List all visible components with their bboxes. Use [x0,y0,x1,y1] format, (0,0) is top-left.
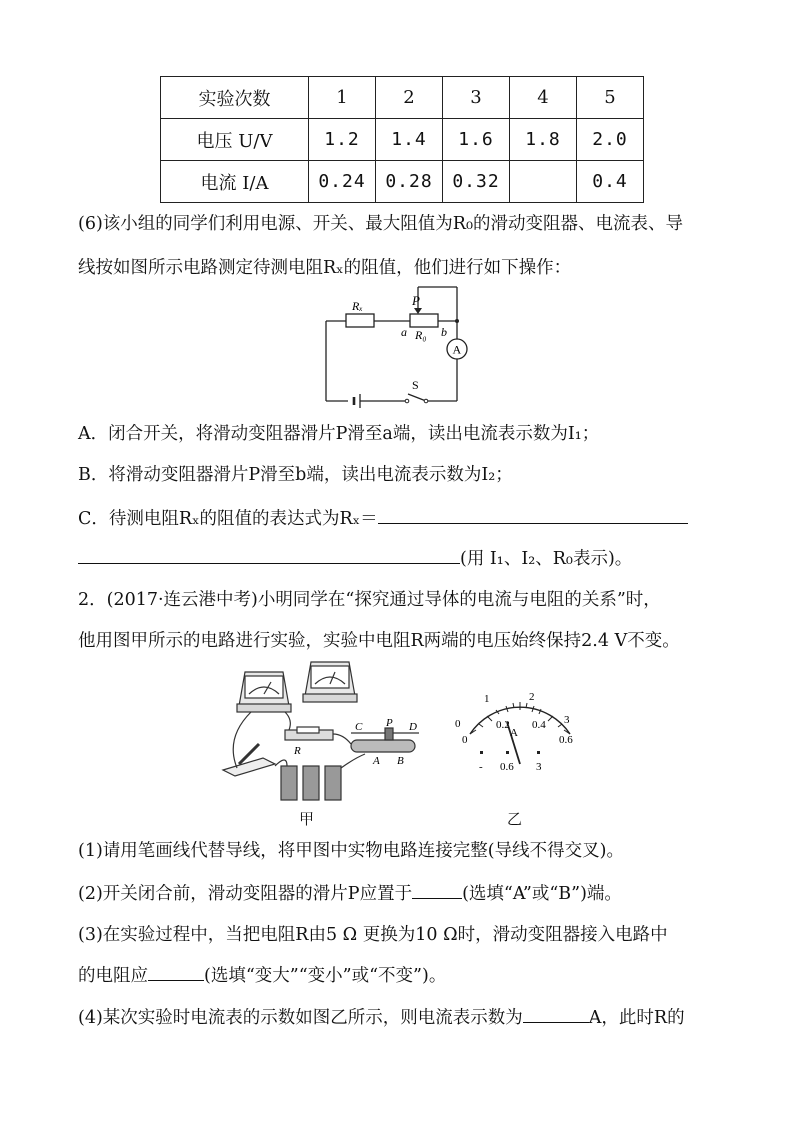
q2-line-2: 他用图甲所示的电路进行实验，实验中电阻R两端的电压始终保持2.4 V不变。 [78,631,680,651]
table-cell: 0.4 [577,161,644,203]
step-c-text: C．待测电阻Rₓ的阻值的表达式为Rₓ＝ [78,509,378,529]
step-c-line-2 [78,545,632,572]
question-1: (1)请用笔画线代替导线，将甲图中实物电路连接完整(导线不得交叉)。 [78,841,624,861]
table-cell: 0.28 [376,161,443,203]
terminal-label: 0.6 [500,761,514,773]
table-cell: 5 [577,77,644,119]
table-cell: 1 [309,77,376,119]
figure-jia [215,658,440,828]
table-cell: 电流 I/A [161,161,309,203]
question-4-tail: A，此时R的 [588,1008,685,1028]
figure-jia-caption: 甲 [299,810,315,828]
terminal-label: - [479,761,483,773]
a-label: a [401,325,407,339]
scale-bottom: 0.6 [559,734,573,746]
terminal-icon [480,751,483,754]
circuit-diagram [318,283,478,413]
rx-label: Rₓ [352,299,363,313]
scale-top: 2 [529,691,535,703]
figure-yi [440,680,600,780]
jia-r-label: R [294,745,301,757]
answer-blank[interactable] [378,505,688,524]
table-cell: 1.6 [443,119,510,161]
question-3-line-1: (3)在实验过程中，当把电阻R由5 Ω 更换为10 Ω时，滑动变阻器接入电路中 [78,925,668,945]
table-cell: 1.2 [309,119,376,161]
question-4-text: (4)某次实验时电流表的示数如图乙所示，则电流表示数为 [78,1008,523,1028]
ammeter-label: A [452,342,462,357]
scale-bottom: 0.4 [532,719,546,731]
b-label: b [441,325,447,339]
table-cell: 3 [443,77,510,119]
answer-blank[interactable] [523,1004,589,1023]
table-row [161,119,644,161]
table-cell: 0.24 [309,161,376,203]
answer-blank[interactable] [412,880,462,899]
table-row [161,77,644,119]
rheostat-device [351,740,415,752]
unit-label: A [510,727,518,739]
battery-device [281,766,297,800]
table-cell: 4 [510,77,577,119]
table-cell: 2 [376,77,443,119]
question-3-tail: (选填“变大”“变小”或“不变”)。 [204,966,447,986]
answer-blank[interactable] [148,962,204,981]
scale-bottom: 0 [462,734,468,746]
step-b: B．将滑动变阻器滑片P滑至b端，读出电流表示数为I₂； [78,465,513,485]
q6-line-2: 线按如图所示电路测定待测电阻Rₓ的阻值，他们进行如下操作： [78,258,572,278]
q6-line-1: (6)该小组的同学们利用电源、开关、最大阻值为R₀的滑动变阻器、电流表、导 [78,214,683,234]
table-cell: 电压 U/V [161,119,309,161]
answer-blank[interactable] [78,545,460,564]
dial-arc [470,707,570,734]
table-cell [510,161,577,203]
scale-bottom: 0.2 [496,719,510,731]
q2-line-1: 2．(2017·连云港中考)小明同学在“探究通过导体的电流与电阻的关系”时， [78,590,661,610]
table-cell: 1.8 [510,119,577,161]
switch-label: S [412,378,419,392]
question-2-tail: (选填“A”或“B”)端。 [462,884,622,904]
switch-device [223,758,275,776]
p-label: P [412,293,420,308]
question-4 [78,1004,685,1031]
terminal-icon [537,751,540,754]
jia-c-label: C [355,721,363,733]
table-row [161,161,644,203]
jia-a-label: A [373,755,380,767]
figure-yi-caption: 乙 [507,810,523,828]
terminal-label: 3 [536,761,542,773]
question-2 [78,880,622,907]
rheostat-r0 [410,314,438,327]
scale-top: 3 [564,714,570,726]
jia-b-label: B [397,755,404,767]
step-c [78,505,688,532]
question-2-text: (2)开关闭合前，滑动变阻器的滑片P应置于 [78,884,413,904]
scale-top: 0 [455,718,461,730]
switch-icon [408,394,426,401]
table-cell: 2.0 [577,119,644,161]
question-3-line-2 [78,962,446,989]
step-c-tail: (用 I₁、I₂、R₀表示)。 [460,549,633,569]
data-table [160,76,644,203]
rx-resistor [346,314,374,327]
jia-d-label: D [409,721,417,733]
step-a: A．闭合开关，将滑动变阻器滑片P滑至a端，读出电流表示数为I₁； [78,424,600,444]
table-cell: 1.4 [376,119,443,161]
jia-p-label: P [386,717,393,729]
scale-top: 1 [484,693,490,705]
table-cell: 实验次数 [161,77,309,119]
terminal-icon [506,751,509,754]
table-cell: 0.32 [443,161,510,203]
r0-label: R₀ [415,328,427,342]
question-3-text: 的电阻应 [78,966,148,986]
